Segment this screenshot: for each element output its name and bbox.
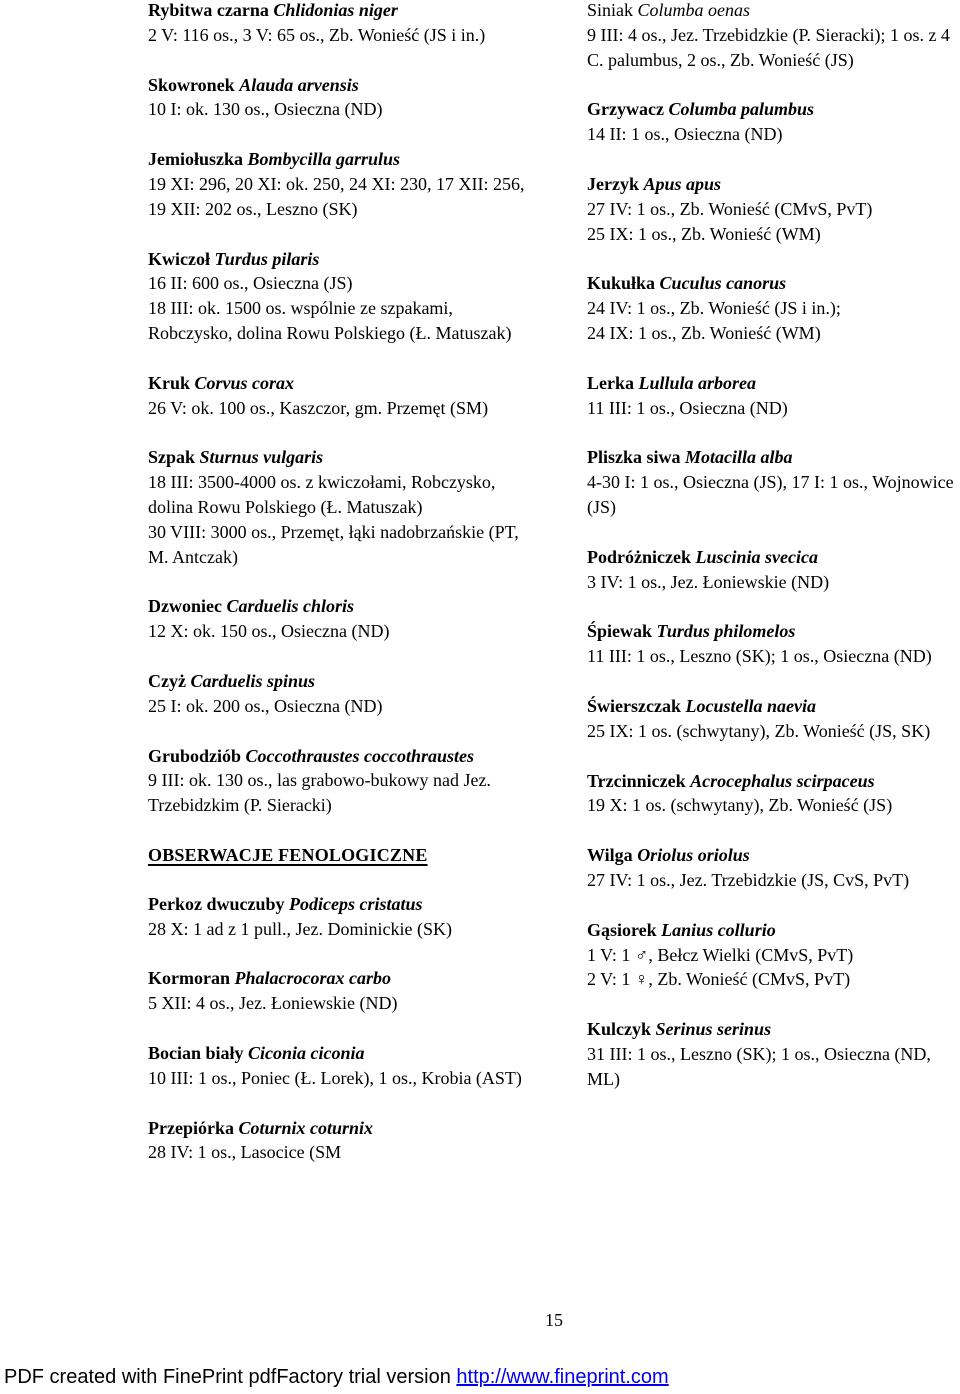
species-heading — [148, 0, 528, 23]
observation-line: 2 V: 1 ♀, Zb. Wonieść (CMvS, PvT) — [587, 969, 851, 990]
species-heading — [148, 247, 528, 272]
species-common-name: Przepiórka — [148, 1117, 234, 1138]
observation-line: 25 I: ok. 200 os., Osieczna (ND) — [148, 695, 383, 716]
observation-line: 4-30 I: 1 os., Osieczna (JS), 17 I: 1 os., Wojnowice (JS) — [587, 472, 954, 517]
species-heading — [587, 843, 959, 868]
species-entry — [587, 97, 959, 147]
species-heading — [148, 73, 528, 98]
species-entry — [148, 445, 528, 569]
species-heading — [587, 0, 959, 23]
species-entry — [148, 1041, 528, 1091]
species-latin-name: Coccothraustes coccothraustes — [245, 745, 475, 766]
species-heading — [587, 371, 959, 396]
left-column — [148, 0, 528, 1190]
species-heading — [587, 97, 959, 122]
species-entry — [148, 247, 528, 346]
observation-line: 10 I: ok. 130 os., Osieczna (ND) — [148, 99, 383, 120]
species-latin-name: Phalacrocorax carbo — [234, 968, 391, 989]
species-common-name: Śpiewak — [587, 621, 653, 642]
species-latin-name: Turdus pilaris — [214, 248, 320, 269]
species-heading — [587, 769, 959, 794]
observation-line: 27 IV: 1 os., Jez. Trzebidzkie (JS, CvS, PvT) — [587, 869, 910, 890]
species-heading — [148, 594, 528, 619]
section-title: OBSERWACJE FENOLOGICZNE — [148, 844, 428, 865]
observation-line: 11 III: 1 os., Leszno (SK); 1 os., Osieczna (ND) — [587, 646, 932, 667]
species-common-name: Skowronek — [148, 74, 235, 95]
species-latin-name: Chlidonias niger — [273, 0, 398, 20]
species-common-name: Trzcinniczek — [587, 770, 686, 791]
species-latin-name: Turdus philomelos — [656, 621, 796, 642]
species-common-name: Grzywacz — [587, 99, 664, 120]
observation-line: 19 XI: 296, 20 XI: ok. 250, 24 XI: 230, 17 XII: 256, 19 XII: 202 os., Leszno (SK) — [148, 173, 525, 219]
right-column — [587, 0, 959, 1117]
species-latin-name: Sturnus vulgaris — [199, 447, 324, 468]
species-entry — [148, 744, 528, 818]
species-entry — [148, 594, 528, 644]
species-heading — [587, 694, 959, 719]
species-heading — [587, 1017, 959, 1042]
species-latin-name: Cuculus canorus — [659, 273, 787, 294]
species-latin-name: Carduelis chloris — [226, 596, 355, 617]
observation-line: 27 IV: 1 os., Zb. Wonieść (CMvS, PvT) — [587, 198, 873, 219]
observation-line: 2 V: 116 os., 3 V: 65 os., Zb. Wonieść (JS i in.) — [148, 24, 486, 45]
species-entry — [587, 843, 959, 893]
species-heading — [587, 445, 959, 470]
species-heading — [587, 545, 959, 570]
observation-line: 24 IV: 1 os., Zb. Wonieść (JS i in.); — [587, 298, 841, 319]
species-entry — [587, 619, 959, 669]
observation-line: 1 V: 1 ♂, Bełcz Wielki (CMvS, PvT) — [587, 944, 854, 965]
species-latin-name: Carduelis spinus — [190, 670, 316, 691]
species-common-name: Rybitwa czarna — [148, 0, 269, 20]
observation-line: 14 II: 1 os., Osieczna (ND) — [587, 124, 783, 145]
species-heading — [587, 172, 959, 197]
species-entry — [148, 669, 528, 719]
species-latin-name: Columba palumbus — [668, 99, 815, 120]
species-entry — [587, 0, 959, 72]
observation-line: 28 IV: 1 os., Lasocice (SM — [148, 1142, 342, 1163]
species-latin-name: Corvus corax — [194, 372, 295, 393]
observation-line: 16 II: 600 os., Osieczna (JS) — [148, 273, 353, 294]
page-number: 15 — [545, 1310, 563, 1330]
species-latin-name: Coturnix coturnix — [238, 1117, 374, 1138]
species-entry — [587, 271, 959, 345]
species-latin-name: Apus apus — [643, 173, 722, 194]
species-entry — [148, 1116, 528, 1166]
species-latin-name: Bombycilla garrulus — [247, 149, 401, 170]
species-entry — [148, 371, 528, 421]
species-common-name: Perkoz dwuczuby — [148, 893, 285, 914]
species-common-name: Wilga — [587, 845, 633, 866]
species-latin-name: Serinus serinus — [655, 1019, 772, 1040]
species-common-name: Kwiczoł — [148, 248, 210, 269]
species-entry — [587, 769, 959, 819]
observation-line: 9 III: 4 os., Jez. Trzebidzkie (P. Sieracki); 1 os. z 4 C. palumbus, 2 os., Zb. Wonieść (JS) — [587, 24, 950, 70]
species-common-name: Czyż — [148, 670, 186, 691]
species-common-name: Siniak — [587, 0, 634, 20]
species-entry — [587, 694, 959, 744]
species-entry — [148, 892, 528, 942]
species-entry — [587, 172, 959, 246]
species-heading — [148, 371, 528, 396]
species-common-name: Szpak — [148, 447, 196, 468]
species-common-name: Lerka — [587, 372, 634, 393]
species-entry — [148, 966, 528, 1016]
species-heading — [587, 619, 959, 644]
species-latin-name: Luscinia svecica — [695, 546, 818, 567]
species-latin-name: Oriolus oriolus — [637, 845, 750, 866]
species-heading — [148, 1041, 528, 1066]
species-entry — [148, 73, 528, 123]
observation-line: 19 X: 1 os. (schwytany), Zb. Wonieść (JS) — [587, 795, 893, 816]
species-heading — [148, 966, 528, 991]
species-common-name: Pliszka siwa — [587, 447, 681, 468]
species-heading — [148, 744, 528, 769]
species-latin-name: Acrocephalus scirpaceus — [690, 770, 875, 791]
species-entry — [587, 545, 959, 595]
species-latin-name: Motacilla alba — [685, 447, 793, 468]
species-heading — [148, 147, 528, 172]
species-entry — [587, 371, 959, 421]
species-latin-name: Locustella naevia — [685, 695, 816, 716]
species-common-name: Jemiołuszka — [148, 149, 244, 170]
footer-text: PDF created with FinePrint pdfFactory trial version — [4, 1366, 457, 1388]
observation-line: 28 X: 1 ad z 1 pull., Jez. Dominickie (SK) — [148, 918, 452, 939]
species-latin-name: Ciconia ciconia — [248, 1042, 365, 1063]
footer-link[interactable]: http://www.fineprint.com — [456, 1366, 669, 1388]
species-common-name: Świerszczak — [587, 695, 681, 716]
species-heading — [148, 892, 528, 917]
observation-line: 30 VIII: 3000 os., Przemęt, łąki nadobrzańskie (PT, M. Antczak) — [148, 521, 519, 567]
species-common-name: Bocian biały — [148, 1042, 244, 1063]
observation-line: 9 III: ok. 130 os., las grabowo-bukowy nad Jez. Trzebidzkim (P. Sieracki) — [148, 770, 491, 816]
species-common-name: Kulczyk — [587, 1019, 652, 1040]
species-latin-name: Lanius collurio — [661, 919, 776, 940]
species-common-name: Gąsiorek — [587, 919, 657, 940]
observation-line: 25 IX: 1 os., Zb. Wonieść (WM) — [587, 223, 821, 244]
observation-line: 10 III: 1 os., Poniec (Ł. Lorek), 1 os., Krobia (AST) — [148, 1067, 522, 1088]
species-common-name: Grubodziób — [148, 745, 242, 766]
species-latin-name: Podiceps cristatus — [289, 893, 423, 914]
observation-line: 12 X: ok. 150 os., Osieczna (ND) — [148, 621, 390, 642]
species-heading — [148, 445, 528, 470]
species-latin-name: Alauda arvensis — [239, 74, 359, 95]
observation-line: 26 V: ok. 100 os., Kaszczor, gm. Przemęt (SM) — [148, 397, 489, 418]
species-common-name: Kukułka — [587, 273, 656, 294]
species-entry — [587, 445, 959, 519]
observation-line: 3 IV: 1 os., Jez. Łoniewskie (ND) — [587, 571, 830, 592]
observation-line: 18 III: 3500-4000 os. z kwiczołami, Robczysko, dolina Rowu Polskiego (Ł. Matuszak) — [148, 472, 496, 517]
species-common-name: Podróżniczek — [587, 546, 691, 567]
pdf-footer — [4, 1366, 669, 1389]
species-entry — [587, 1017, 959, 1091]
species-latin-name: Lullula arborea — [638, 372, 757, 393]
species-common-name: Kormoran — [148, 968, 230, 989]
species-entry — [148, 0, 528, 48]
species-heading — [148, 669, 528, 694]
species-common-name: Dzwoniec — [148, 596, 222, 617]
species-heading — [148, 1116, 528, 1141]
species-latin-name: Columba oenas — [637, 0, 751, 20]
observation-line: 31 III: 1 os., Leszno (SK); 1 os., Osieczna (ND, ML) — [587, 1043, 931, 1089]
species-entry — [587, 918, 959, 992]
species-heading — [587, 918, 959, 943]
species-heading — [587, 271, 959, 296]
observation-line: 5 XII: 4 os., Jez. Łoniewskie (ND) — [148, 993, 398, 1014]
observation-line: 18 III: ok. 1500 os. wspólnie ze szpakami, Robczysko, dolina Rowu Polskiego (Ł. Matuszak) — [148, 298, 512, 343]
observation-line: 11 III: 1 os., Osieczna (ND) — [587, 397, 788, 418]
observation-line: 24 IX: 1 os., Zb. Wonieść (WM) — [587, 322, 821, 343]
species-common-name: Jerzyk — [587, 173, 639, 194]
species-entry — [148, 147, 528, 221]
observation-line: 25 IX: 1 os. (schwytany), Zb. Wonieść (JS, SK) — [587, 720, 931, 741]
species-common-name: Kruk — [148, 372, 191, 393]
